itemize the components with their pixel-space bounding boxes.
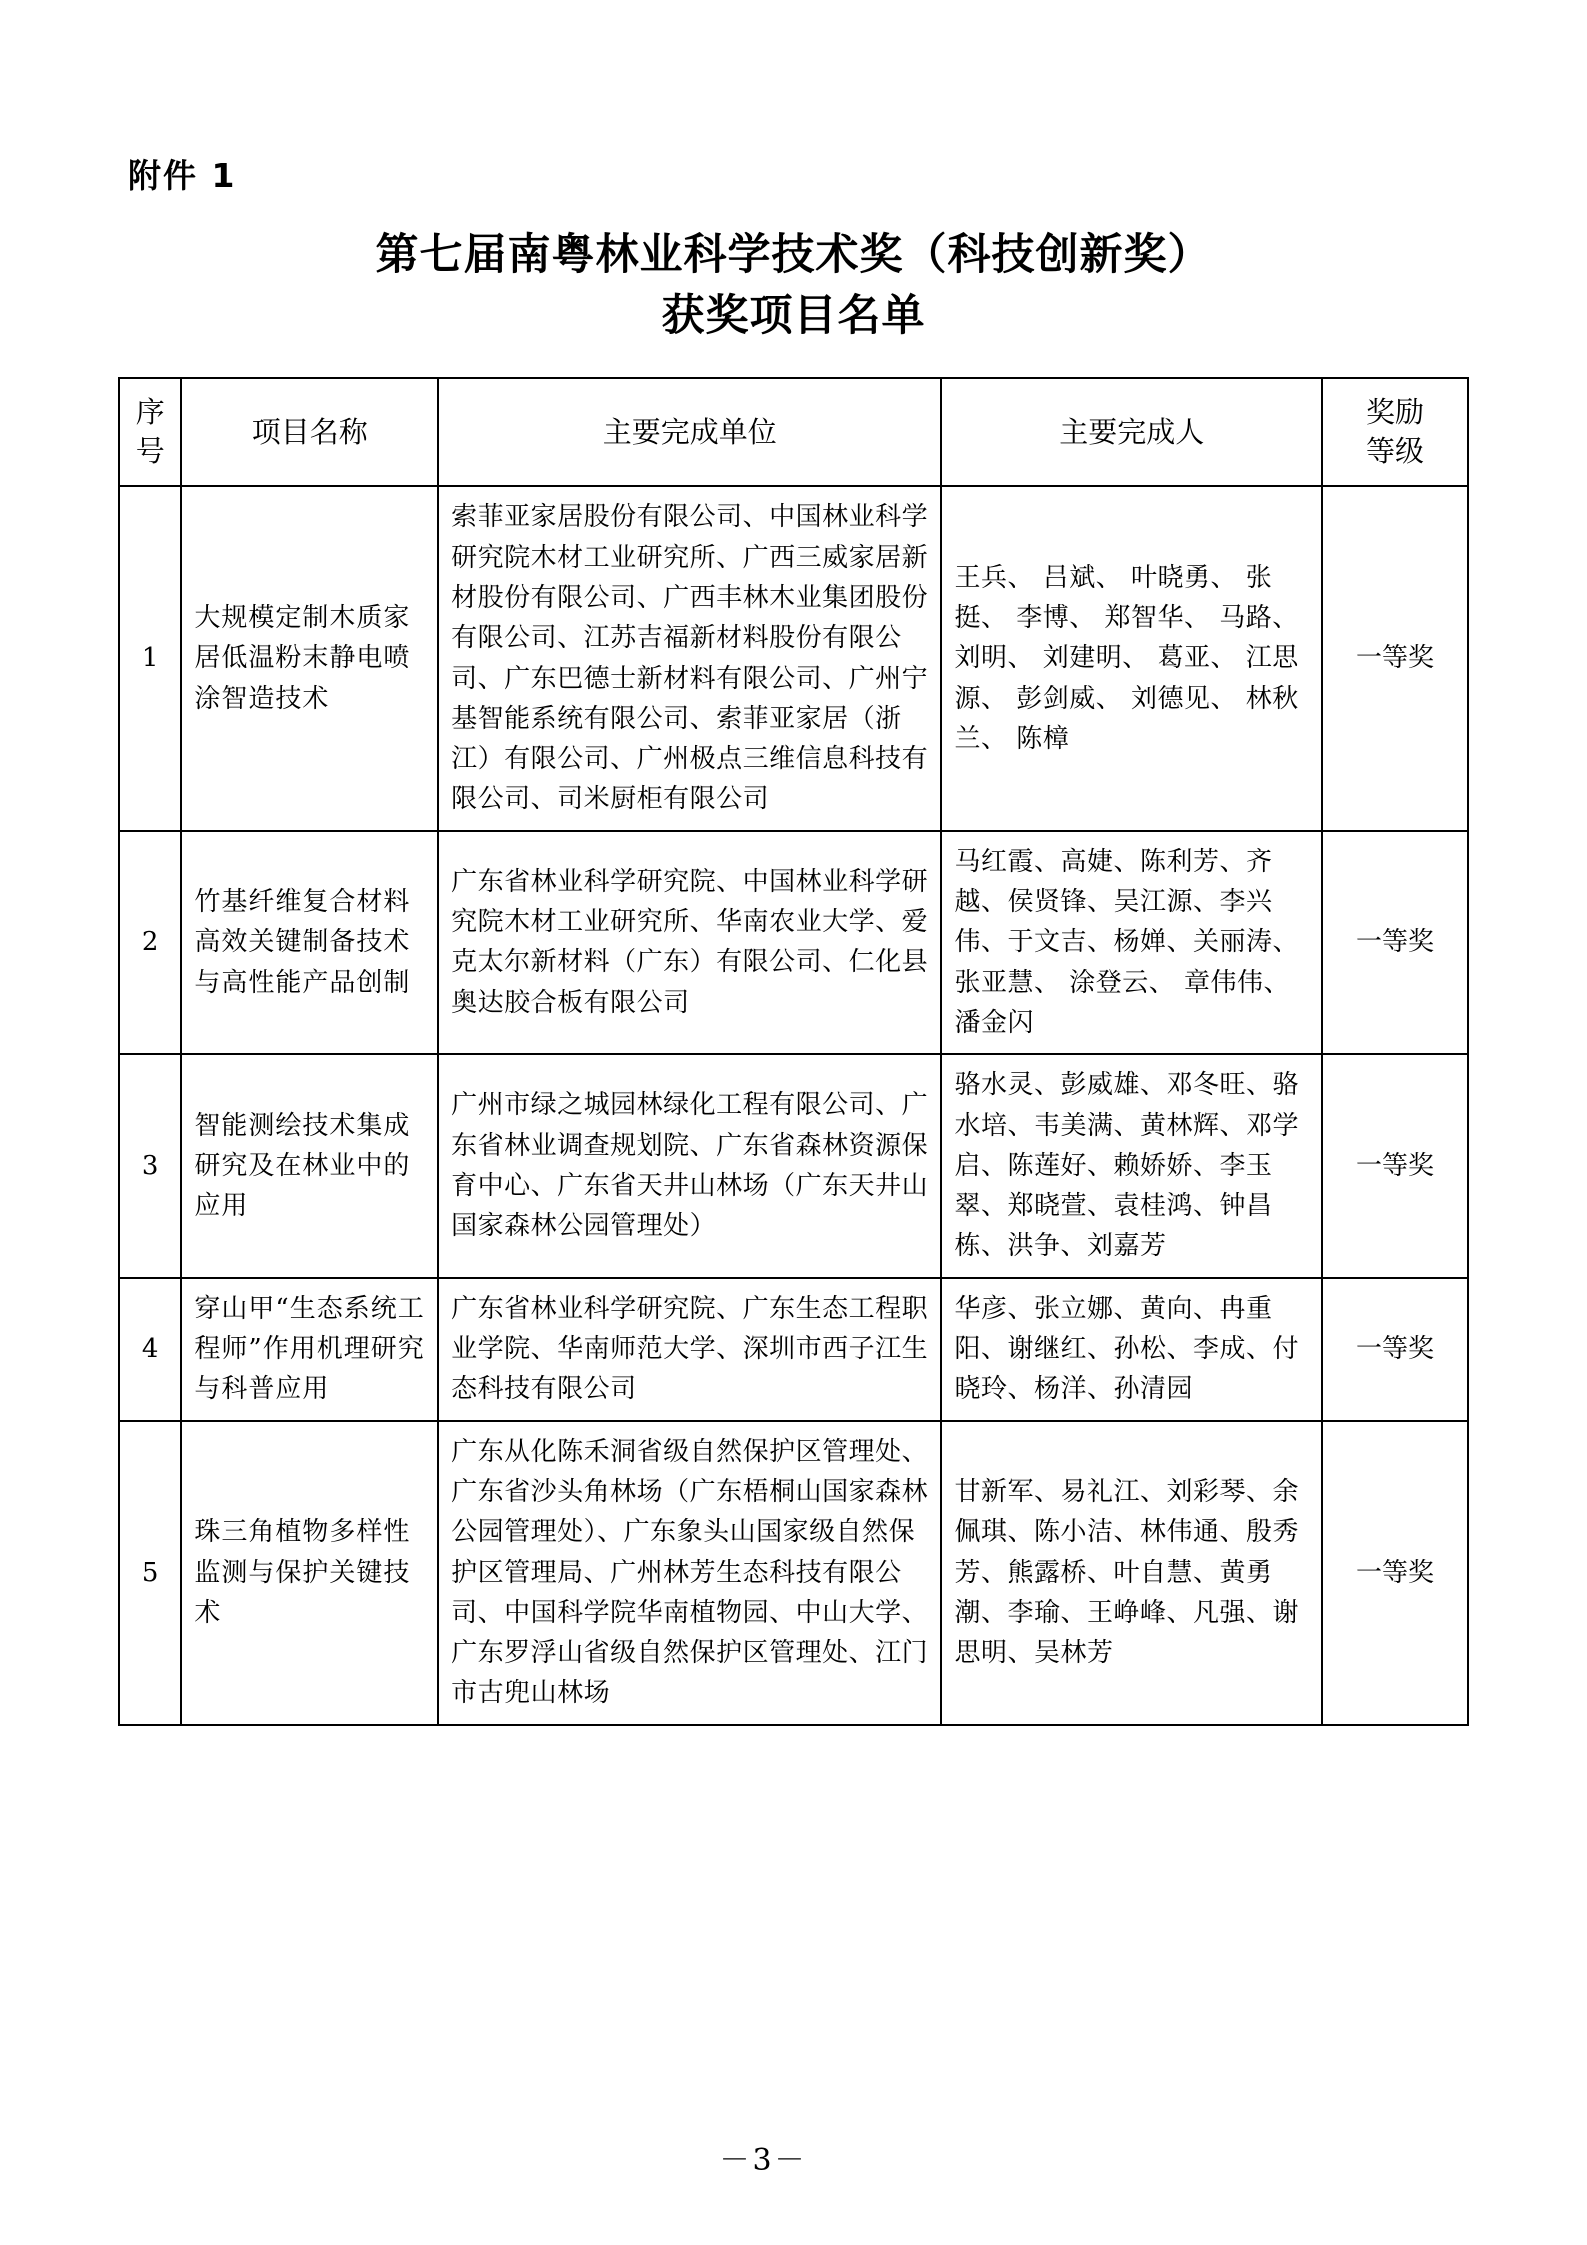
page-title <box>118 225 1469 347</box>
cell-level: 一等奖 <box>1322 1278 1468 1421</box>
award-list-table <box>118 377 1469 1726</box>
table-row <box>119 1278 1468 1421</box>
page-title-line-1: 第七届南粤林业科学技术奖（科技创新奖） <box>375 230 1212 280</box>
column-header-no-line-2: 号 <box>135 434 165 469</box>
cell-project-name: 智能测绘技术集成研究及在林业中的应用 <box>181 1054 438 1277</box>
cell-no: 3 <box>119 1054 181 1277</box>
cell-project-name: 大规模定制木质家居低温粉末静电喷涂智造技术 <box>181 486 438 830</box>
table-row <box>119 486 1468 830</box>
cell-people: 王兵、 吕斌、 叶晓勇、 张挺、 李博、 郑智华、 马路、 刘明、 刘建明、 葛亚、 江思源、 彭剑威、 刘德见、 林秋兰、 陈樟 <box>941 486 1322 830</box>
column-header-people: 主要完成人 <box>941 378 1322 486</box>
cell-level: 一等奖 <box>1322 1054 1468 1277</box>
cell-people: 华彦、张立娜、黄向、冉重阳、谢继红、孙松、李成、付晓玲、杨洋、孙清园 <box>941 1278 1322 1421</box>
column-header-units: 主要完成单位 <box>438 378 941 486</box>
column-header-level-line-1: 奖励 <box>1365 395 1424 430</box>
cell-project-name: 穿山甲“生态系统工程师”作用机理研究与科普应用 <box>181 1278 438 1421</box>
column-header-level <box>1322 378 1468 486</box>
cell-level: 一等奖 <box>1322 1421 1468 1725</box>
page-number: －3－ <box>719 2143 808 2178</box>
cell-people: 甘新军、易礼江、刘彩琴、余佩琪、陈小洁、林伟通、殷秀芳、熊露桥、叶自慧、黄勇潮、李瑜、王峥峰、凡强、谢思明、吴林芳 <box>941 1421 1322 1725</box>
table-row <box>119 1421 1468 1725</box>
cell-no: 2 <box>119 831 181 1054</box>
cell-units: 广州市绿之城园林绿化工程有限公司、广东省林业调查规划院、广东省森林资源保育中心、广东省天井山林场（广东天井山国家森林公园管理处） <box>438 1054 941 1277</box>
attachment-label: 附件 1 <box>128 156 237 195</box>
cell-no: 1 <box>119 486 181 830</box>
cell-units: 广东省林业科学研究院、中国林业科学研究院木材工业研究所、华南农业大学、爱克太尔新材料（广东）有限公司、仁化县奥达胶合板有限公司 <box>438 831 941 1054</box>
cell-units: 广东从化陈禾洞省级自然保护区管理处、广东省沙头角林场（广东梧桐山国家森林公园管理处）、广东象头山国家级自然保护区管理局、广州林芳生态科技有限公司、中国科学院华南植物园、中山大学、广东罗浮山省级自然保护区管理处、江门市古兜山林场 <box>438 1421 941 1725</box>
cell-level: 一等奖 <box>1322 831 1468 1054</box>
column-header-no-line-1: 序 <box>135 395 165 430</box>
page-title-line-2: 获奖项目名单 <box>661 291 926 342</box>
table-header-row <box>119 378 1468 486</box>
table-row <box>119 831 1468 1054</box>
cell-people: 马红霞、高婕、陈利芳、齐越、侯贤锋、吴江源、李兴伟、于文吉、杨婵、关丽涛、 张亚慧、 涂登云、 章伟伟、 潘金闪 <box>941 831 1322 1054</box>
table-row <box>119 1054 1468 1277</box>
cell-project-name: 珠三角植物多样性监测与保护关键技术 <box>181 1421 438 1725</box>
cell-units: 广东省林业科学研究院、广东生态工程职业学院、华南师范大学、深圳市西子江生态科技有限公司 <box>438 1278 941 1421</box>
column-header-project-name: 项目名称 <box>181 378 438 486</box>
cell-level: 一等奖 <box>1322 486 1468 830</box>
cell-no: 4 <box>119 1278 181 1421</box>
column-header-level-line-2: 等级 <box>1365 434 1424 469</box>
cell-units: 索菲亚家居股份有限公司、中国林业科学研究院木材工业研究所、广西三威家居新材股份有限公司、广西丰林木业集团股份有限公司、江苏吉福新材料股份有限公司、广东巴德士新材料有限公司、广州宁基智能系统有限公司、索菲亚家居（浙江）有限公司、广州极点三维信息科技有限公司、司米厨柜有限公司 <box>438 486 941 830</box>
cell-no: 5 <box>119 1421 181 1725</box>
cell-project-name: 竹基纤维复合材料高效关键制备技术与高性能产品创制 <box>181 831 438 1054</box>
cell-people: 骆水灵、彭威雄、邓冬旺、骆水培、韦美满、黄林辉、邓学启、陈莲好、赖娇娇、李玉翠、郑晓萱、袁桂鸿、钟昌栋、洪争、刘嘉芳 <box>941 1054 1322 1277</box>
column-header-no <box>119 378 181 486</box>
